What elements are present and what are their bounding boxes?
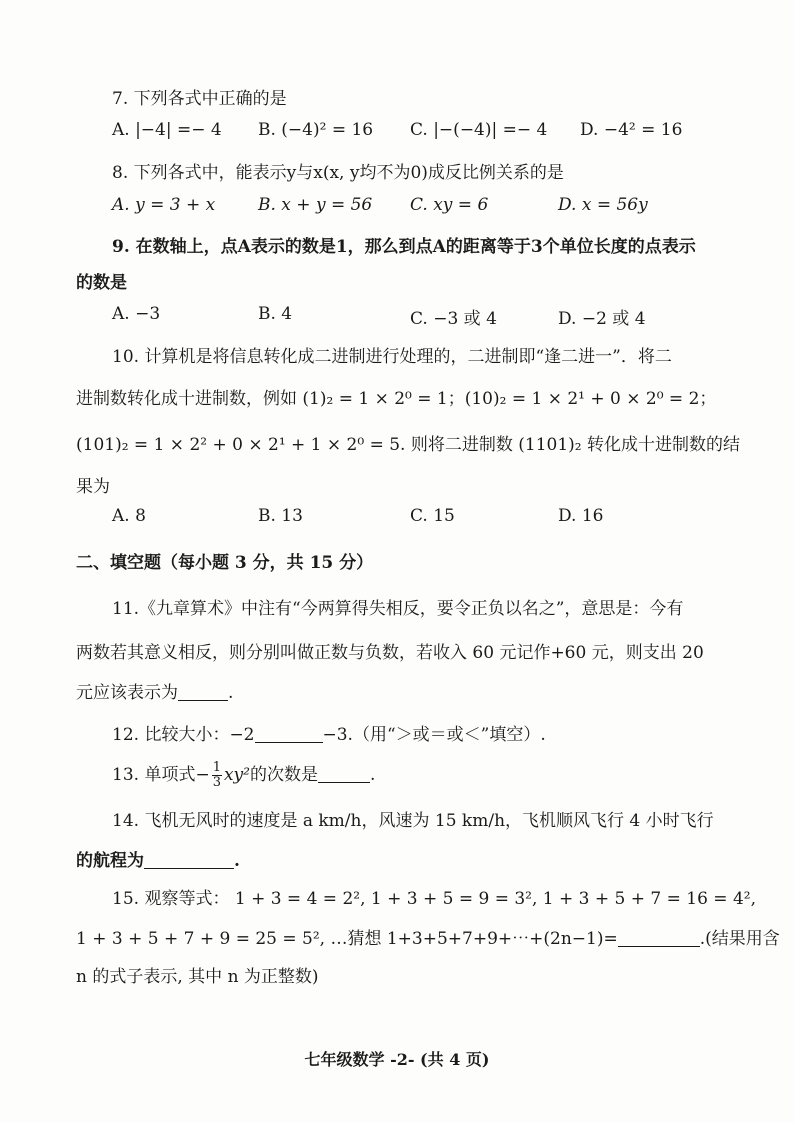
q11-line3 [76, 678, 233, 703]
q13-text-end: . [369, 765, 376, 785]
q13-line [112, 760, 375, 790]
q11-line3-end: . [228, 683, 234, 703]
q13-fraction-numerator: 1 [212, 760, 221, 775]
q15-line3: n 的式子表示, 其中 n 为正整数) [76, 967, 319, 987]
q7-option-a: A. |−4| =− 4 [112, 120, 222, 140]
section-2-title: 二、填空题（每小题 3 分，共 15 分） [76, 553, 374, 573]
q15-line2-text: 1 + 3 + 5 + 7 + 9 = 25 = 5², …猜想 1+3+5+7+9+⋯+(2n−1)= [76, 929, 618, 949]
q9-option-b: B. 4 [258, 304, 293, 324]
q12-text-end: −3.（用“＞或＝或＜”填空）. [322, 725, 546, 745]
q11-line1: 11.《九章算术》中注有“今两算得失相反，要令正负以名之”，意思是：今有 [112, 599, 684, 619]
q10-line4: 果为 [76, 477, 110, 497]
q7-option-d: D. −4² = 16 [580, 120, 683, 140]
q14-line2 [76, 846, 240, 871]
page-footer: 七年级数学 -2- (共 4 页) [304, 1050, 490, 1069]
q8-option-c: C. xy = 6 [410, 195, 489, 215]
q15-line2-end: .(结果用含 [699, 929, 780, 949]
q12-text: 12. 比较大小：−2 [112, 725, 255, 745]
q12-line [112, 720, 546, 745]
q15-line1: 15. 观察等式： 1 + 3 = 4 = 2², 1 + 3 + 5 = 9 = 3², 1 + 3 + 5 + 7 = 16 = 4², [112, 889, 756, 909]
q8-option-a: A. y = 3 + x [112, 195, 216, 215]
q14-line2-text: 的航程为 [76, 851, 144, 871]
q10-option-c: C. 15 [410, 506, 455, 526]
q10-line1: 10. 计算机是将信息转化成二进制进行处理的，二进制即“逢二进一”．将二 [112, 347, 672, 367]
q15-answer-blank[interactable] [618, 930, 700, 947]
q10-line2: 进制数转化成十进制数，例如 (1)₂ = 1 × 2⁰ = 1；(10)₂ = 1 × 2¹ + 0 × 2⁰ = 2； [76, 389, 717, 409]
q9-option-d: D. −2 或 4 [558, 309, 646, 329]
q14-line1: 14. 飞机无风时的速度是 a km/h，风速为 15 km/h，飞机顺风飞行 4 小时飞行 [112, 811, 714, 831]
q9-option-c: C. −3 或 4 [410, 309, 497, 329]
q13-fraction-denominator: 3 [212, 775, 221, 790]
q10-option-b: B. 13 [258, 506, 303, 526]
q10-option-d: D. 16 [558, 506, 604, 526]
q8-option-b: B. x + y = 56 [258, 195, 373, 215]
q10-line3: (101)₂ = 1 × 2² + 0 × 2¹ + 1 × 2⁰ = 5. 则将二进制数 (1101)₂ 转化成十进制数的结 [76, 435, 741, 455]
q14-answer-blank[interactable] [144, 852, 234, 869]
q13-fraction [212, 761, 222, 790]
q11-line2: 两数若其意义相反，则分别叫做正数与负数，若收入 60 元记作+60 元，则支出 20 [76, 643, 704, 663]
q11-answer-blank[interactable] [178, 684, 228, 701]
q9-option-a: A. −3 [112, 304, 161, 324]
q12-answer-blank[interactable] [255, 726, 323, 743]
q10-option-a: A. 8 [112, 506, 146, 526]
q8-stem: 8. 下列各式中，能表示y与x(x, y均不为0)成反比例关系的是 [112, 163, 564, 183]
q9-stem-line1: 9. 在数轴上，点A表示的数是1，那么到点A的距离等于3个单位长度的点表示 [112, 237, 696, 257]
q7-stem: 7. 下列各式中正确的是 [112, 89, 287, 109]
q11-line3-text: 元应该表示为 [76, 683, 178, 703]
q13-term: xy² [223, 765, 250, 785]
q15-line2 [76, 924, 780, 949]
q14-line2-end: . [234, 851, 240, 871]
q13-text-after: 的次数是 [249, 765, 318, 785]
q13-answer-blank[interactable] [318, 766, 370, 783]
q9-stem-line2: 的数是 [76, 273, 127, 293]
q13-text: 13. 单项式− [112, 765, 210, 785]
q7-option-c: C. |−(−4)| =− 4 [410, 120, 548, 140]
q7-option-b: B. (−4)² = 16 [258, 120, 374, 140]
q8-option-d: D. x = 56y [558, 195, 648, 215]
